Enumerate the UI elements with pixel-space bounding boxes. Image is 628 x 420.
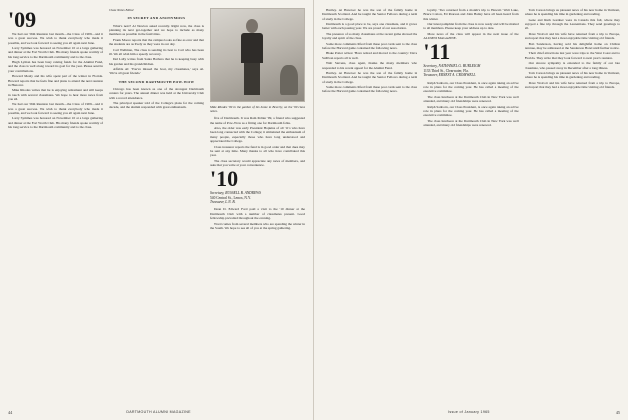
class-11-secretary: Secretary, NATHANIEL G. BURLEIGH <box>423 64 481 69</box>
right-page-number: 45 <box>615 410 620 415</box>
body-paragraph: Our latest pamphlet from the class is now ready and will be mailed to all members. Please keep your address up to date. <box>423 22 519 31</box>
class-10-header <box>210 191 305 204</box>
class-09-paragraph: We had our 56th Reunion last month—the Class of 1909—and it was a great success. We wish to thank everybody who made it possible, and we look forward to seeing you all again next June. <box>8 32 103 45</box>
right-column-1 <box>322 8 417 402</box>
body-paragraph: Carl Wellman, The class is sending its best to Carl who has been ill. We all wish him a speedy recovery. <box>109 47 204 56</box>
body-paragraph: Also, the older was early President Hopkins of all '11's who have been long connected with the College; it stimulated the enthusiasm of many people, especially those who have long understood and appreciated the College. <box>210 126 305 144</box>
class-09-paragraph: We had our 56th Reunion last month—the Class of 1909—and it was a great success. We wish to thank everybody who made it possible, and we look forward to seeing you all again next June. <box>8 102 103 115</box>
body-paragraph: Some more comments lifted from these post cards sent to the class before the Harvard game contained the following news. <box>322 41 418 50</box>
body-paragraph: Bob Sanderson, having sold his delightful home on Chilton Avenue, may be addressed at the Sanderson Hotel until further notice. <box>524 41 620 50</box>
class-10-treasurer: Treasurer, L.N. B. <box>210 200 236 205</box>
body-paragraph: Gene and Ruth Gardner were in Canada this fall, where they enjoyed a fine trip through the Laurentians. They send greetings to all. <box>524 17 620 31</box>
class-10-paragraph: Dean D. Edward Ford paid a visit to the '10 dinner at the Dartmouth Club with a number of classmates present. Good fellowship prevailed throughout the evening. <box>210 207 305 221</box>
body-paragraph: five of Dartmouth. It was Ram Peltier '09, a friend who suggested the name of Pow-Wow as a fitting one for Dartmouth folks. <box>210 116 305 125</box>
class-10-paragraph: Word comes from several members who are spending the winter in the South. We hope to see all of you at the spring gathering. <box>210 221 305 230</box>
body-paragraph: Dartmouth is a good place to be, says one classmate, and it grows better with each passing year. We are proud of our association. <box>322 22 418 31</box>
class-11-paragraph: Ralph Sanborn, our Class President, is once again taking an active role in plans for the coming year. He has called a meeting of the executive committee. <box>423 104 519 118</box>
class-09-paragraph: Larry Symmes was honored on November 10 at a large gathering and dinner at the Fort Worth Club. His many friends spoke warmly of his long service to the Dartmouth community and to the class. <box>8 46 103 59</box>
section-subhead: THE SECOND DARTMOUTH POW-WOW <box>118 79 195 84</box>
body-paragraph: Hartley. At Hanover he was the son of the family home in Dartmouth Scotland. And he taught the Senior Fellows during a term of study in the College. <box>322 70 418 84</box>
person-torso <box>241 33 263 63</box>
right-page <box>314 0 628 420</box>
photo-caption: Mike Rhodes '09 in the garden of his home in Beverly, on the '09 class notes. <box>210 105 305 114</box>
class-10-number: '10 <box>210 166 239 192</box>
person-figure <box>239 19 265 95</box>
left-column-1 <box>8 8 103 402</box>
class-11-header <box>423 64 518 77</box>
right-page-footer <box>322 410 620 415</box>
section-subhead: IN SECRET AND ANONYMOUS <box>127 16 186 21</box>
right-column-3 <box>525 8 620 402</box>
class-11-treasurer: Treasurer, ERNEST A. CROMWELL <box>423 73 476 78</box>
left-page-number: 44 <box>8 410 13 415</box>
body-paragraph: Affable Al: 'You've missed the boat, my classmates,' says Al. 'We're all great friends.' <box>109 67 204 76</box>
person-legs <box>244 63 260 95</box>
left-page-columns <box>8 8 305 402</box>
body-paragraph: Tom Carson brings us pleasant news of his new home in Vermont, where he is spending his time in gardening and reading. <box>524 70 620 80</box>
issue-date: Issue of January 1965 <box>448 410 490 414</box>
class-09-paragraph: Hugh Lyman has been busy raising funds for the Alumni Fund, and the class is well along toward its goal for the year. Please send in your contributions. <box>8 60 103 73</box>
magazine-title: DARTMOUTH ALUMNI MAGAZINE <box>126 410 191 414</box>
body-paragraph: More news of the class will appear in the next issue of the ALUMNI MAGAZINE. <box>423 31 519 41</box>
body-paragraph: Tom Carson brings us pleasant news of his new home in Vermont, where he is spending his time in gardening and reading. <box>524 8 620 17</box>
class-09-paragraph: Mike Rhodes writes that he is enjoying retirement and still keeps in touch with several classmates. We hope to hear more news from you all. <box>8 88 103 101</box>
body-paragraph: The presence of so many classmates at the recent game showed the loyalty and spirit of the class. <box>322 31 418 41</box>
body-paragraph: Dave Wolcott and his wife have returned from a trip to Europe, and report that they had a most enjoyable time visiting old friends. <box>524 80 620 90</box>
class-09-number: '09 <box>8 8 37 32</box>
body-paragraph: The class secretary would appreciate any news of members, and asks that you write at your convenience. <box>210 158 305 167</box>
class-11-address: 1133 Third St., Clearwater, Fla. <box>423 68 469 73</box>
body-paragraph: Dave Wolcott and his wife have returned from a trip to Europe, and report that they had a most enjoyable time visiting old friends. <box>524 31 620 41</box>
body-paragraph: What's next? Al Newton asked recently. Right now, the class is planning its next get-together and we hope to include as many members as possible in the festivities. <box>109 23 204 37</box>
body-paragraph: Their chief attractions last year were trips to the West Coast and to Florida. They write that they look forward to next year's reunion. <box>524 51 620 60</box>
class-09-paragraph: Larry Symmes was honored on November 10 at a large gathering and dinner at the Fort Worth Club. His many friends spoke warmly of his long service to the Dartmouth community and to the class. <box>8 116 103 130</box>
person-head <box>246 19 258 33</box>
portrait-photo <box>210 8 305 102</box>
body-paragraph: loyalty. 'Two returned from a month's trip to Hawaii.' Walt Lake, Bruce Cotton, Ed Pearson and John Bailey have all been heard from this winter. <box>423 8 519 21</box>
class-notes-editor-tag: Class Notes Editor <box>109 8 134 12</box>
class-11-paragraph: The class luncheon at the Dartmouth Club in New York was well attended, and many old friendships were renewed. <box>423 118 519 127</box>
body-paragraph: Hartley. At Hanover he was the son of the family home in Dartmouth Scotland. And he taught the Senior Fellows during a term of study in the College. <box>322 8 418 21</box>
right-page-columns <box>322 8 620 402</box>
body-paragraph: Walt Stevens, class agent, thanks the many members who responded to his recent appeal for the Alumni Fund. <box>322 61 418 70</box>
garden-plant <box>280 65 298 95</box>
body-paragraph: Del Lally writes from Santa Barbara that he is keeping busy with his garden and his grandchildren. <box>109 57 204 66</box>
class-09-paragraph: Howard Mealy and his wife spent part of the winter in Florida. Howard reports that he feels fine and plans to attend the next reunion in Hanover. <box>8 74 103 87</box>
class-11-paragraph: The class luncheon at the Dartmouth Club in New York was well attended, and many old friendships were renewed. <box>423 94 519 104</box>
body-paragraph: Chicago has been known as one of the strongest Dartmouth centers for years. The annual dinner was held at the University Club with a record attendance. <box>109 87 204 100</box>
body-paragraph: Some more comments lifted from these post cards sent to the class before the Harvard game contained the following news. <box>322 85 418 94</box>
class-10-address: 540 Central St., Lenox, N.Y. <box>210 195 251 200</box>
class-notes-tag <box>109 8 204 12</box>
left-column-2 <box>109 8 204 402</box>
body-paragraph: Class treasurer reports the fund is in good order and that dues may be sent at any time. Many thanks to all who have contributed this year. <box>210 144 305 158</box>
right-column-2 <box>423 8 518 402</box>
body-paragraph: Frank Moore reports that the campus looks as fine as ever and that the students are as lively as they were in our day. <box>109 37 204 47</box>
left-page-footer <box>8 410 305 415</box>
class-11-number: '11 <box>423 39 451 65</box>
class-11-paragraph: Ralph Sanborn, our Class President, is once again taking an active role in plans for the coming year. He has called a meeting of the executive committee. <box>423 80 519 94</box>
body-paragraph: The principal speaker told of the College's plans for the coming decade, and the alumni responded with great enthusiasm. <box>109 101 204 110</box>
body-paragraph: Our sincere sympathy is extended to the family of our late classmate, who passed away in December after a long illness. <box>524 61 620 70</box>
left-column-3 <box>210 8 305 402</box>
body-paragraph: Blake Potter writes: 'Have retired and moved to the country.' Dave Sullivan reports all is well. <box>322 51 418 60</box>
class-10-secretary: Secretary, RUSSELL B. ANDREWS <box>210 191 261 196</box>
